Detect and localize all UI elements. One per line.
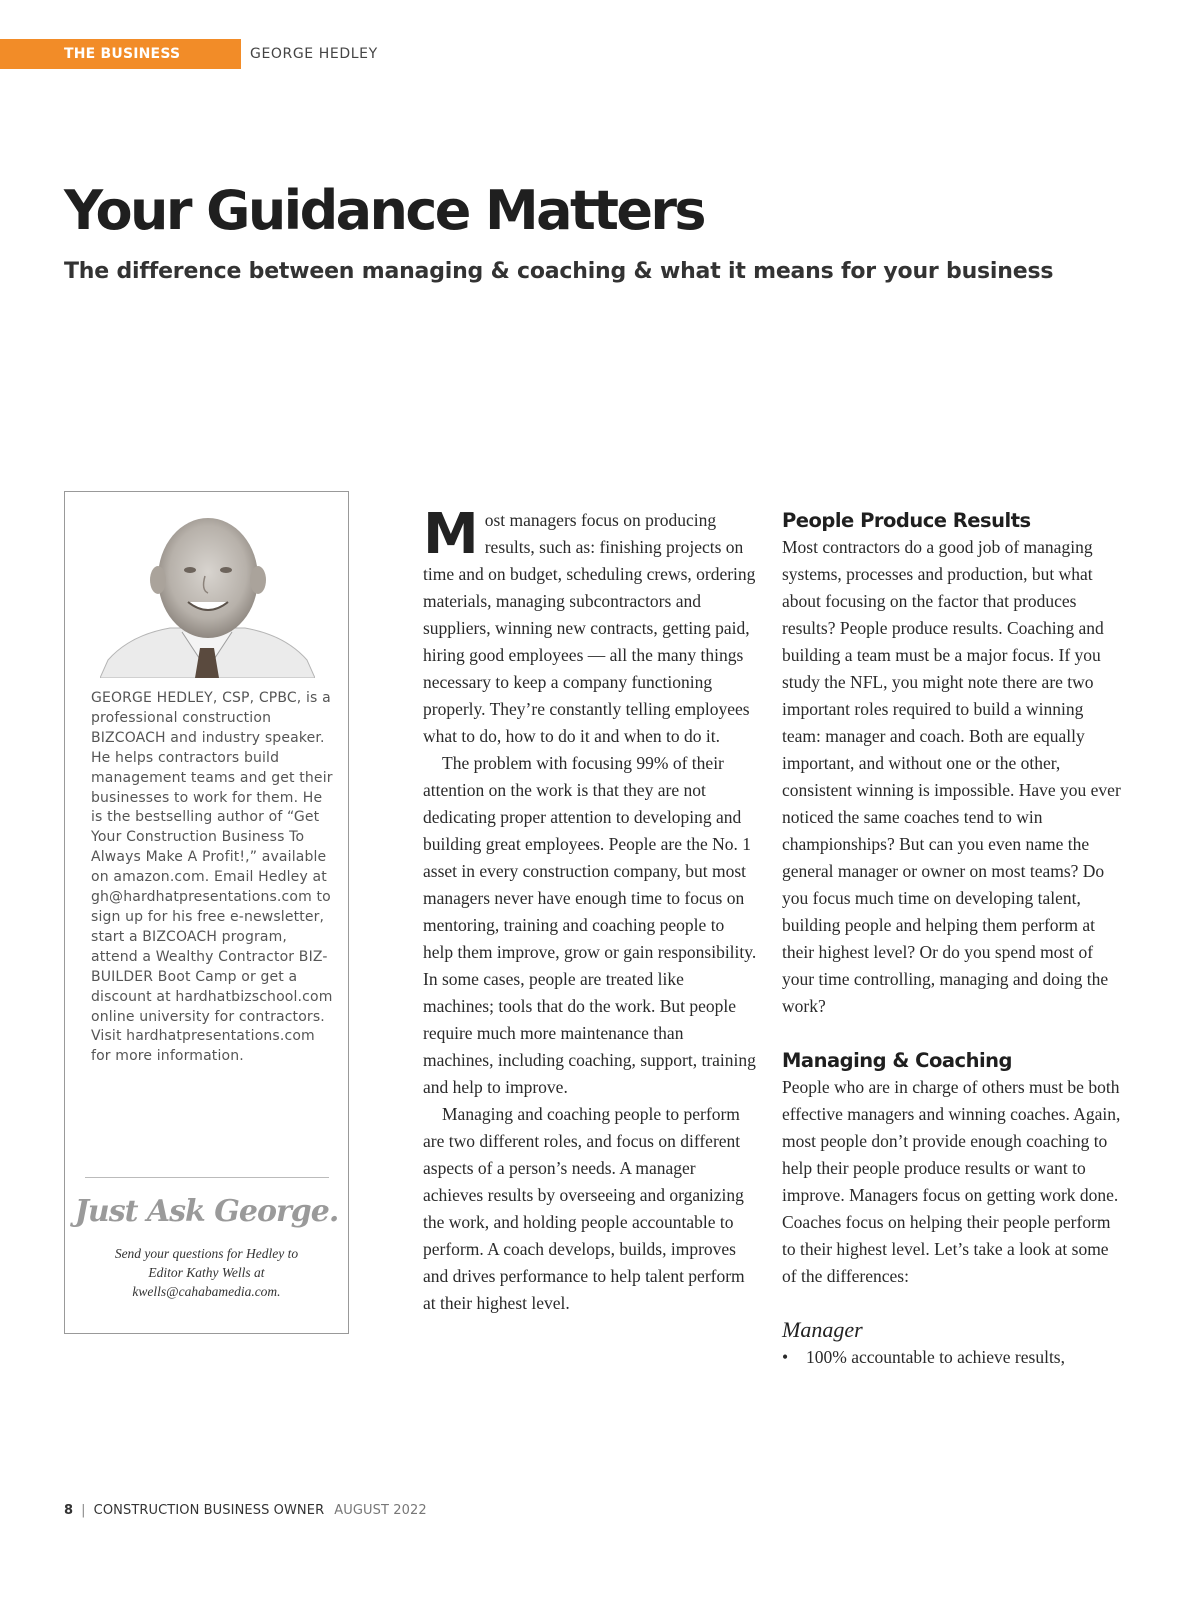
page-number: 8 <box>64 1503 74 1518</box>
subheading-manager: Manager <box>782 1317 863 1342</box>
publication-name: CONSTRUCTION BUSINESS OWNER <box>93 1503 325 1518</box>
heading-people-produce-results: People Produce Results <box>782 509 1031 532</box>
paragraph-managing: People who are in charge of others must be both effective managers and winning coaches. Again, most people don’t provide enough coaching to help their people produce results or want to improve. Managers focus on getting work done. Coaches focus on helping their people perform to their highest level. Let’s take a look at some of the differences: <box>782 1077 1121 1286</box>
page-footer <box>64 1501 427 1521</box>
article-column-2 <box>782 507 1122 1371</box>
paragraph-people: Most contractors do a good job of managing systems, processes and production, but what about focusing on the factor that produces results? People produce results. Coaching and building a team must be a major focus. If you study the NFL, you might note there are two important roles required to build a winning team: manager and coach. Both are equally important, and without one or the other, consistent winning is impossible. Have you ever noticed the same coaches tend to win championships? But can you even name the general manager or owner on most teams? Do you focus much time on developing talent, building people and helping them perform at their highest level? Or do you spend most of your time controlling, managing and doing the work? <box>782 537 1121 1016</box>
sidebar-divider <box>85 1177 329 1178</box>
paragraph-problem: The problem with focusing 99% of their attention on the work is that they are not dedicating proper attention to developing and building great employees. People are the No. 1 asset in every construction company, but most managers never have enough time to focus on mentoring, training and coaching people to help them improve, grow or gain responsibility. In some cases, people are treated like machines; tools that do the work. But people require much more maintenance than machines, including coaching, support, training and help to improve. <box>423 753 757 1097</box>
ask-george-text: Send your questions for Hedley to Editor Kathy Wells at kwells@cahabamedia.com. <box>114 1246 299 1299</box>
paragraph-roles: Managing and coaching people to perform are two different roles, and focus on different aspects of a person’s needs. A manager achieves results by overseeing and organizing the work, and holding people accountable to perform. A coach develops, builds, improves and drives performance to help talent perform at their highest level. <box>423 1104 745 1313</box>
article-column-1 <box>423 502 758 1317</box>
list-item-text: 100% accountable to achieve results, <box>806 1347 1065 1367</box>
heading-managing-coaching: Managing & Coaching <box>782 1049 1013 1072</box>
paragraph-intro <box>423 502 758 750</box>
footer-separator: | <box>81 1503 86 1518</box>
paragraph-intro-text: ost managers focus on producing results, such as: finishing projects on time and on budget, scheduling crews, ordering materials, managing subcontractors and suppliers, winning new contracts, getting paid, hiring good employees — all the many things necessary to keep a company functioning properly. They’re constantly telling employees what to do, how to do it and when to do it. <box>423 510 756 746</box>
author-tag: GEORGE HEDLEY <box>250 46 378 62</box>
section-tag: THE BUSINESS COUNCIL <box>0 39 241 69</box>
article-subtitle: The difference between managing & coaching & what it means for your business <box>64 259 1054 284</box>
author-photo <box>100 510 315 678</box>
author-bio: GEORGE HEDLEY, CSP, CPBC, is a professional construction BIZCOACH and industry speaker. He helps contractors build management teams and get their businesses to work for them. He is the bestselling author of “Get Your Construction Business To Always Make A Profit!,” available on amazon.com. Email Hedley at gh@hardhatpresentations.com to sign up for his free e-newsletter, start a BIZCOACH program, attend a Wealthy Contractor BIZ-BUILDER Boot Camp or get a discount at hardhatbizschool.com online university for contractors. Visit hardhatpresentations.com for more information. <box>91 690 333 1065</box>
list-item <box>782 1344 1122 1371</box>
bullet-icon: • <box>782 1347 789 1367</box>
article-title: Your Guidance Matters <box>64 179 704 242</box>
ask-george-heading: Just Ask George. <box>74 1194 339 1229</box>
drop-cap: M <box>423 502 479 567</box>
issue-date: AUGUST 2022 <box>334 1503 427 1518</box>
